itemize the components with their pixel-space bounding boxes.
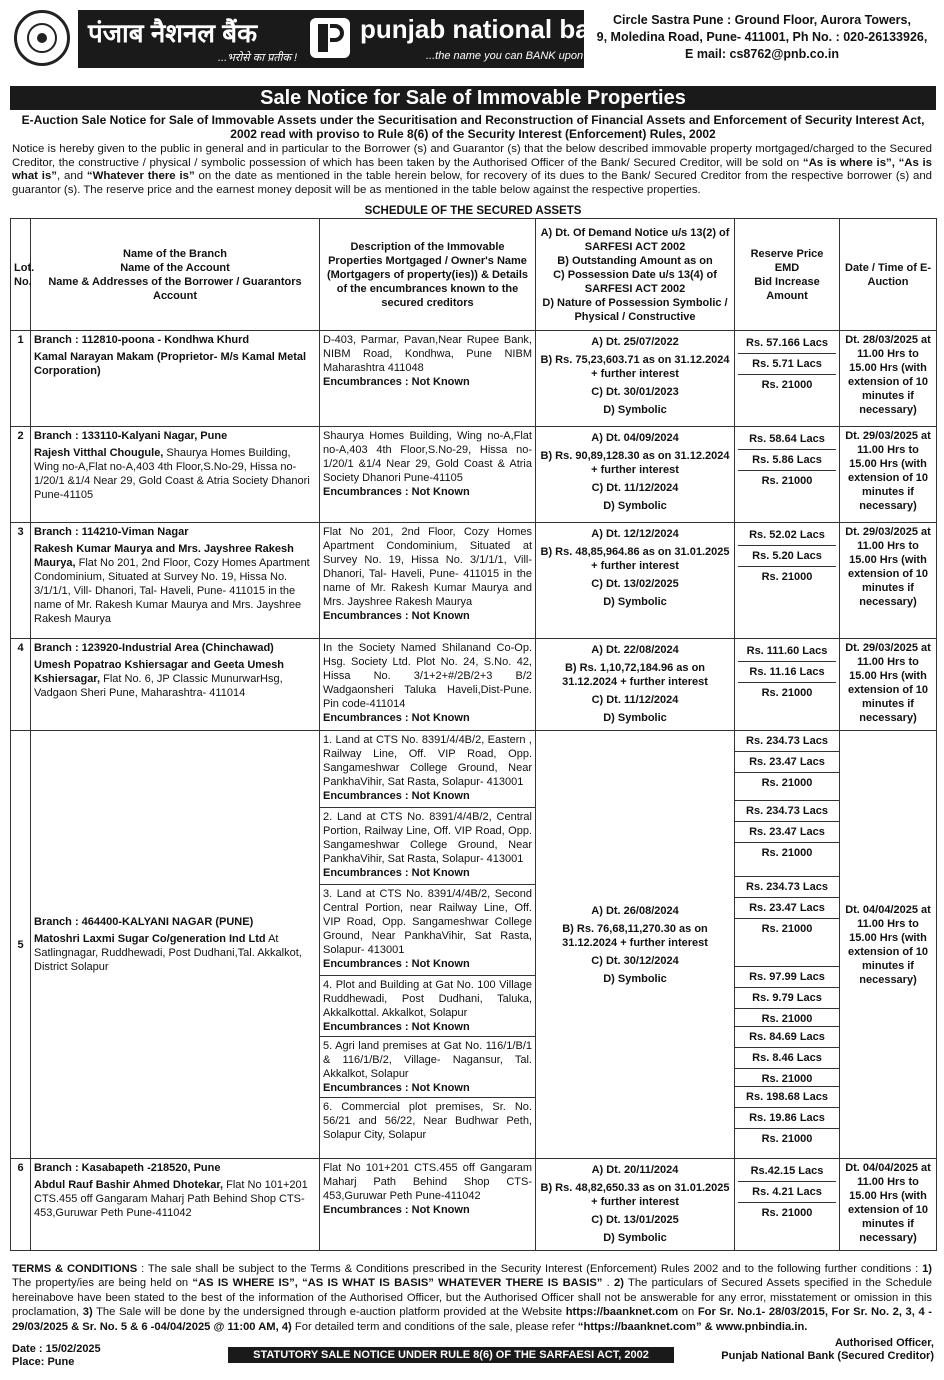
encumbrances: Encumbrances : Not Known — [323, 376, 470, 388]
property-desc: Flat No 201, 2nd Floor, Cozy Homes Apartment Condominium, Situated at Survey No. 19, Hissa No. 3/1/1/1, Vill- Dhanori, Tal- Haveli, Pune- 411015 in the name of Mr. Rakesh Kumar Maurya and Mrs. Jayshree Rakesh Maurya — [323, 526, 532, 608]
reserve-cell — [735, 523, 840, 639]
bid-increase: Rs. 21000 — [761, 1207, 813, 1219]
emd-amount: Rs. 5.71 Lacs — [738, 354, 836, 375]
terms-num: 4) — [278, 1320, 292, 1333]
terms-label: TERMS & CONDITIONS — [12, 1263, 138, 1275]
pnb-logo-icon — [310, 18, 350, 58]
footer-date: Date : 15/02/2025 — [12, 1343, 101, 1355]
emd-amount: Rs. 5.20 Lacs — [738, 546, 836, 567]
account-address: Flat No 101+201 CTS.455 off Gangaram Maharj Path Behind Shop CTS-453,Guruwar Peth Pune-411042 — [34, 1179, 308, 1219]
bid-increase: Rs. 21000 — [761, 1073, 813, 1085]
demand-cell — [536, 523, 735, 639]
property-cell — [320, 427, 536, 523]
encumbrances: Encumbrances : Not Known — [323, 1021, 470, 1033]
reserve-cell — [735, 639, 840, 731]
demand-date: A) Dt. 25/07/2022 — [591, 336, 679, 348]
header-auction: Date / Time of E-Auction — [840, 219, 937, 331]
auction-cell: Dt. 04/04/2025 at 11.00 Hrs to 15.00 Hrs (with extension of 10 minutes if necessary) — [840, 1159, 937, 1251]
encumbrances: Encumbrances : Not Known — [323, 610, 470, 622]
demand-date: A) Dt. 20/11/2024 — [591, 1164, 679, 1176]
bank-name-hindi: पंजाब नैशनल बैंक — [88, 18, 258, 48]
property-desc: 5. Agri land premises at Gat No. 116/1/B/1 & 116/1/B/2, Village- Nagansur, Tal. Akkalkot, Solapur — [323, 1040, 532, 1080]
reserve-group-4 — [735, 967, 839, 1027]
lot-number: 3 — [11, 523, 31, 639]
demand-cell — [536, 731, 735, 1159]
possession-nature: D) Symbolic — [603, 596, 667, 608]
reserve-price: Rs. 234.73 Lacs — [735, 801, 839, 822]
branch-cell — [31, 639, 320, 731]
reserve-cell — [735, 731, 840, 1159]
reserve-price: Rs. 234.73 Lacs — [735, 877, 839, 898]
reserve-cell — [735, 1159, 840, 1251]
property-cell — [320, 523, 536, 639]
bid-increase: Rs. 21000 — [761, 777, 813, 789]
table-row — [11, 639, 937, 731]
address-line-2: 9, Moledina Road, Pune- 411001, Ph No. : 020-26133926, — [596, 30, 928, 44]
demand-cell — [536, 427, 735, 523]
property-sub-4 — [320, 976, 535, 1037]
terms-text: . — [602, 1277, 615, 1290]
table-row — [11, 731, 937, 1159]
branch-name: Branch : 114210-Viman Nagar — [34, 526, 189, 538]
header-branch — [31, 219, 320, 331]
reserve-group-6 — [735, 1087, 839, 1147]
branch-cell — [31, 331, 320, 427]
parivartan-seal-icon — [14, 10, 70, 66]
demand-date: A) Dt. 26/08/2024 — [591, 904, 679, 917]
account-name: Matoshri Laxmi Sugar Co/generation Ind Ltd — [34, 933, 266, 945]
encumbrances: Encumbrances : Not Known — [323, 1204, 470, 1216]
bid-increase: Rs. 21000 — [761, 847, 813, 859]
header-reserve-l2: EMD — [774, 261, 800, 274]
emd-amount: Rs. 19.86 Lacs — [735, 1108, 839, 1129]
property-desc: D-403, Parmar, Pavan,Near Rupee Bank, NIBM Road, Kondhwa, Pune NIBM Maharashtra 411048 — [323, 334, 532, 374]
header-branch-l2: Name of the Account — [120, 261, 230, 274]
schedule-title: SCHEDULE OF THE SECURED ASSETS — [364, 205, 582, 217]
notice-bold-1: “As is where is”, “As is what is” — [12, 156, 932, 183]
property-sub-2 — [320, 808, 535, 885]
circle-address — [592, 12, 932, 63]
outstanding-amount: B) Rs. 48,85,964.86 as on 31.01.2025 + further interest — [540, 546, 730, 572]
lot-number: 4 — [11, 639, 31, 731]
terms-link[interactable]: “https://baanknet.com” & www.pnbindia.in. — [577, 1320, 808, 1333]
bid-increase: Rs. 21000 — [761, 475, 813, 487]
emd-amount: Rs. 11.16 Lacs — [738, 662, 836, 683]
reserve-price: Rs. 84.69 Lacs — [735, 1027, 839, 1048]
emd-amount: Rs. 4.21 Lacs — [738, 1182, 836, 1203]
terms-num: 1) — [922, 1263, 933, 1275]
account-address: Flat No 201, 2nd Floor, Cozy Homes Apartment Condominium, Situated at Survey No. 19, Hissa No. 3/1/1/1, Vill- Dhanori, Tal- Haveli, Pune- 411015 in the name of Mr. Rakesh Kumar Maurya and Mrs. Jayshree Rakesh Maurya — [34, 557, 310, 625]
branch-name: Branch : Kasabapeth -218520, Pune — [34, 1162, 221, 1174]
branch-cell — [31, 523, 320, 639]
bid-increase: Rs. 21000 — [761, 1013, 813, 1025]
possession-date: C) Dt. 13/01/2025 — [591, 1214, 679, 1226]
encumbrances: Encumbrances : Not Known — [323, 867, 470, 879]
terms-num: 3) — [82, 1306, 93, 1319]
property-sub-3 — [320, 885, 535, 976]
auction-cell: Dt. 29/03/2025 at 11.00 Hrs to 15.00 Hrs (with extension of 10 minutes if necessary) — [840, 427, 937, 523]
reserve-price: Rs. 58.64 Lacs — [738, 429, 836, 450]
property-sub-5 — [320, 1037, 535, 1098]
table-row — [11, 427, 937, 523]
property-desc: Shaurya Homes Building, Wing no-A,Flat no-A,403 4th Floor,S.No-29, Hissa no-1/20/1 &1/4 Near 29, Gold Coast & Atria Society Dhanori Pune-41105 — [323, 430, 532, 484]
header-demand — [536, 219, 735, 331]
demand-date: A) Dt. 04/09/2024 — [591, 432, 679, 444]
page-title: Sale Notice for Sale of Immovable Properties — [10, 86, 936, 110]
terms-text: The property/ies are being held on — [12, 1277, 193, 1290]
lot-number: 1 — [11, 331, 31, 427]
property-sub-6 — [320, 1098, 535, 1158]
lot-number: 5 — [11, 731, 31, 1159]
emd-amount: Rs. 9.79 Lacs — [735, 988, 839, 1009]
terms-text: The particulars of Secured Assets specified in the Schedule hereinabove have been stated to the best of the information of the Authorised Officer, but the Authorised Officer shall not be answerable for any error, misstatement or omission in this proclamation, — [12, 1277, 933, 1319]
property-desc: 6. Commercial plot premises, Sr. No. 56/21 and 56/22, Near Budhwar Peth, Solapur City, Solapur — [323, 1101, 532, 1141]
outstanding-amount: B) Rs. 1,10,72,184.96 as on 31.12.2024 + further interest — [562, 662, 708, 688]
terms-text: : The sale shall be subject to the Terms & Conditions prescribed in the Security Interest (Enforcement) Rules 2002 and to the following further conditions : — [137, 1263, 923, 1275]
auction-cell: Dt. 04/04/2025 at 11.00 Hrs to 15.00 Hrs (with extension of 10 minutes if necessary) — [840, 731, 937, 1159]
header-demand-c: C) Possession Date u/s 13(4) of SARFESI ACT 2002 — [553, 268, 717, 295]
terms-bold: For Sr. No.1- 28/03/2015, For Sr. No. 2, 3, 4 - 29/03/2025 & Sr. No. 5 & 6 -04/04/2025 @ 11:00 AM, — [12, 1306, 932, 1333]
property-desc: 4. Plot and Building at Gat No. 100 Village Ruddhewadi, Post Dudhani, Taluka, Akkalkottal. Akkalkot, Solapur — [323, 979, 532, 1019]
reserve-group-2 — [735, 801, 839, 877]
property-desc: 1. Land at CTS No. 8391/4/4B/2, Eastern , Railway Line, Off. VIP Road, Opp. Sangameshwar College Ground, Near PankhaVihir, Sat Rasta, Solapur- 413001 — [323, 734, 532, 788]
header-reserve-l1: Reserve Price — [750, 247, 824, 260]
outstanding-amount: B) Rs. 76,68,11,270.30 as on 31.12.2024 + further interest — [562, 922, 708, 949]
header-branch-l3: Name & Addresses of the Borrower / Guarantors Account — [48, 275, 302, 302]
reserve-cell — [735, 331, 840, 427]
notice-text-2: , and — [57, 170, 87, 183]
outstanding-amount: B) Rs. 48,82,650.33 as on 31.01.2025 + further interest — [540, 1182, 730, 1208]
terms-text: For detailed term and conditions of the sale, please refer — [291, 1320, 578, 1333]
reserve-group-1 — [735, 731, 839, 801]
terms-num: 2) — [614, 1277, 624, 1290]
header-reserve — [735, 219, 840, 331]
encumbrances: Encumbrances : Not Known — [323, 712, 470, 724]
reserve-price: Rs.42.15 Lacs — [738, 1161, 836, 1182]
reserve-cell — [735, 427, 840, 523]
header-branch-l1: Name of the Branch — [123, 247, 227, 260]
demand-date: A) Dt. 12/12/2024 — [591, 528, 679, 540]
outstanding-amount: B) Rs. 90,89,128.30 as on 31.12.2024 + further interest — [540, 450, 730, 476]
reserve-price: Rs. 97.99 Lacs — [735, 967, 839, 988]
possession-nature: D) Symbolic — [603, 500, 667, 512]
possession-nature: D) Symbolic — [603, 712, 667, 724]
terms-text: The Sale will be done by the undersigned through e-auction platform provided at the Website — [92, 1306, 566, 1319]
reserve-price: Rs. 57.166 Lacs — [738, 333, 836, 354]
branch-name: Branch : 133110-Kalyani Nagar, Pune — [34, 430, 228, 442]
table-row — [11, 1159, 937, 1251]
header-demand-a: A) Dt. Of Demand Notice u/s 13(2) of SARFESI ACT 2002 — [540, 226, 730, 253]
address-line-1: Circle Sastra Pune : Ground Floor, Aurora Towers, — [613, 13, 911, 27]
header-demand-b: B) Outstanding Amount as on — [557, 254, 713, 267]
property-sub-1 — [320, 731, 535, 808]
emd-amount: Rs. 5.86 Lacs — [738, 450, 836, 471]
encumbrances: Encumbrances : Not Known — [323, 1082, 470, 1094]
account-name: Rakesh Kumar Maurya and Mrs. Jayshree Rakesh Maurya, — [34, 543, 294, 569]
possession-nature: D) Symbolic — [603, 404, 667, 416]
demand-cell — [536, 1159, 735, 1251]
branch-cell — [31, 427, 320, 523]
bid-increase: Rs. 21000 — [761, 1133, 813, 1145]
header-demand-d: D) Nature of Possession Symbolic / Physical / Constructive — [542, 296, 728, 323]
account-name: Umesh Popatrao Kshiersagar and Geeta Umesh Kshiersagar, — [34, 659, 285, 685]
emd-amount: Rs. 23.47 Lacs — [735, 752, 839, 773]
notice-text-3: on the date as mentioned in the table herein below, for recovery of its dues to the Bank/ Secured Creditor from the respective borrower (s) and guarantor (s). The reserve price and the earnest money deposit will be as mentioned in the table below against the respective properties. — [12, 170, 933, 196]
footer-officer: Authorised Officer, — [834, 1337, 934, 1349]
notice-bold-2: “Whatever there is” — [86, 170, 195, 183]
branch-cell — [31, 1159, 320, 1251]
notice-text-1: Notice is hereby given to the public in general and in particular to the Borrower (s) and Guarantor (s) that the below described immovable property mortgaged/charged to the Secured Creditor, the constructive / physical / symbolic possession of which has been taken by the Authorised Officer of the Bank/ Secured Creditor, will be sold on — [12, 143, 932, 169]
terms-link[interactable]: https://baanknet.com — [565, 1306, 679, 1319]
tagline-english: ...the name you can BANK upon ! — [426, 50, 590, 62]
property-desc: 2. Land at CTS No. 8391/4/4B/2, Central Portion, Railway Line, Off. VIP Road, Opp. Sangameshwar College Ground, Near PankhaVihir, Sat Rasta, Solapur- 413001 — [323, 811, 532, 865]
encumbrances: Encumbrances : Not Known — [323, 790, 470, 802]
branch-cell — [31, 731, 320, 1159]
page-subtitle: E-Auction Sale Notice for Sale of Immovable Assets under the Securitisation and Reconstruction of Financial Assets and Enforcement of Security Interest Act, 2002 read with proviso to Rule 8(6) of the Security Interest (Enforcement) Rules, 2002 — [21, 113, 925, 141]
emd-amount: Rs. 23.47 Lacs — [735, 822, 839, 843]
auction-cell: Dt. 28/03/2025 at 11.00 Hrs to 15.00 Hrs (with extension of 10 minutes if necessary) — [840, 331, 937, 427]
address-line-3: E mail: cs8762@pnb.co.in — [685, 47, 839, 61]
reserve-price: Rs. 198.68 Lacs — [735, 1087, 839, 1108]
possession-date: C) Dt. 30/12/2024 — [591, 954, 679, 967]
account-name: Abdul Rauf Bashir Ahmed Dhotekar, — [34, 1179, 224, 1191]
tagline-hindi: ...भरोसे का प्रतीक ! — [218, 52, 298, 64]
lot-number: 2 — [11, 427, 31, 523]
footer-date-place — [12, 1343, 101, 1369]
footer-place: Place: Pune — [12, 1356, 75, 1368]
terms-bold: “AS IS WHERE IS”, “AS IS WHAT IS BASIS” WHATEVER THERE IS BASIS” — [192, 1277, 603, 1290]
reserve-group-3 — [735, 877, 839, 967]
account-address: Flat No. 6, JP Classic MunurwarHsg, Vadgaon Sheri Pune, Maharashtra- 411014 — [34, 673, 283, 699]
bank-name-english: punjab national bank — [360, 14, 621, 44]
letterhead — [10, 8, 936, 74]
terms-text: on — [678, 1306, 698, 1319]
demand-cell — [536, 331, 735, 427]
reserve-price: Rs. 111.60 Lacs — [738, 641, 836, 662]
emd-amount: Rs. 23.47 Lacs — [735, 898, 839, 919]
terms-and-conditions — [12, 1262, 932, 1334]
table-row — [11, 331, 937, 427]
encumbrances: Encumbrances : Not Known — [323, 958, 470, 970]
footer-bank: Punjab National Bank (Secured Creditor) — [721, 1350, 934, 1362]
account-address: At Satlingnagar, Ruddhewadi, Post Dudhani,Tal. Akkalkot, District Solapur — [34, 933, 302, 973]
header-property: Description of the Immovable Properties Mortgaged / Owner's Name (Mortgagers of property(ies)) & Details of the encumbrances known to the secured creditors — [320, 219, 536, 331]
auction-cell: Dt. 29/03/2025 at 11.00 Hrs to 15.00 Hrs (with extension of 10 minutes if necessary) — [840, 523, 937, 639]
demand-cell — [536, 639, 735, 731]
property-cell — [320, 1159, 536, 1251]
possession-date: C) Dt. 11/12/2024 — [591, 694, 679, 706]
bid-increase: Rs. 21000 — [761, 923, 813, 935]
property-desc: In the Society Named Shilanand Co-Op. Hsg. Society Ltd. Plot No. 24, S.No. 42, Hissa No. 3/1+2+#/2B/2+3 B/2 Wadgaonsheri Taluka Haveli,Dist-Pune. Pin code-411014 — [323, 642, 532, 710]
bid-increase: Rs. 21000 — [761, 571, 813, 583]
possession-nature: D) Symbolic — [603, 972, 667, 985]
emd-amount: Rs. 8.46 Lacs — [735, 1048, 839, 1069]
reserve-group-5 — [735, 1027, 839, 1087]
bank-logo-box — [78, 10, 621, 68]
possession-date: C) Dt. 11/12/2024 — [591, 482, 679, 494]
property-cell — [320, 731, 536, 1159]
header-lot: Lot. No. — [11, 219, 31, 331]
reserve-price: Rs. 234.73 Lacs — [735, 731, 839, 752]
branch-name: Branch : 123920-Industrial Area (Chinchawad) — [34, 642, 274, 654]
property-cell — [320, 331, 536, 427]
bid-increase: Rs. 21000 — [761, 379, 813, 391]
outstanding-amount: B) Rs. 75,23,603.71 as on 31.12.2024 + further interest — [540, 354, 730, 380]
bid-increase: Rs. 21000 — [761, 687, 813, 699]
possession-date: C) Dt. 13/02/2025 — [591, 578, 679, 590]
account-address: Shaurya Homes Building, Wing no-A,Flat no-A,403 4th Floor,S.No-29, Hissa no-1/20/1 &1/4 Near 29, Gold Coast & Atria Society Dhanori Pune-41105 — [34, 447, 310, 501]
account-name: Kamal Narayan Makam (Proprietor- M/s Kamal Metal Corporation) — [34, 351, 307, 377]
statutory-notice-bar: STATUTORY SALE NOTICE UNDER RULE 8(6) OF THE SARFAESI ACT, 2002 — [228, 1347, 674, 1363]
branch-name: Branch : 112810-poona - Kondhwa Khurd — [34, 334, 250, 346]
demand-date: A) Dt. 22/08/2024 — [591, 644, 679, 656]
possession-nature: D) Symbolic — [603, 1232, 667, 1244]
table-row — [11, 523, 937, 639]
header-reserve-l3: Bid Increase Amount — [754, 275, 820, 302]
property-desc: 3. Land at CTS No. 8391/4/4B/2, Second Central Portion, near Railway Line, Off. VIP Road, Opp. Sangameshwar College Ground, Near PankhaVihir, Sat Rasta, Solapur- 413001 — [323, 888, 532, 956]
notice-paragraph — [12, 143, 932, 197]
lot-number: 6 — [11, 1159, 31, 1251]
reserve-price: Rs. 52.02 Lacs — [738, 525, 836, 546]
property-desc: Flat No 101+201 CTS.455 off Gangaram Maharj Path Behind Shop CTS-453,Guruwar Peth Pune-411042 — [323, 1162, 532, 1202]
encumbrances: Encumbrances : Not Known — [323, 486, 470, 498]
auction-cell: Dt. 29/03/2025 at 11.00 Hrs to 15.00 Hrs (with extension of 10 minutes if necessary) — [840, 639, 937, 731]
account-name: Rajesh Vitthal Chougule, — [34, 447, 164, 459]
table-header-row — [11, 219, 937, 331]
schedule-table — [10, 218, 937, 1251]
footer-signatory — [690, 1337, 934, 1363]
branch-name: Branch : 464400-KALYANI NAGAR (PUNE) — [34, 916, 254, 928]
property-cell — [320, 639, 536, 731]
possession-date: C) Dt. 30/01/2023 — [591, 386, 679, 398]
